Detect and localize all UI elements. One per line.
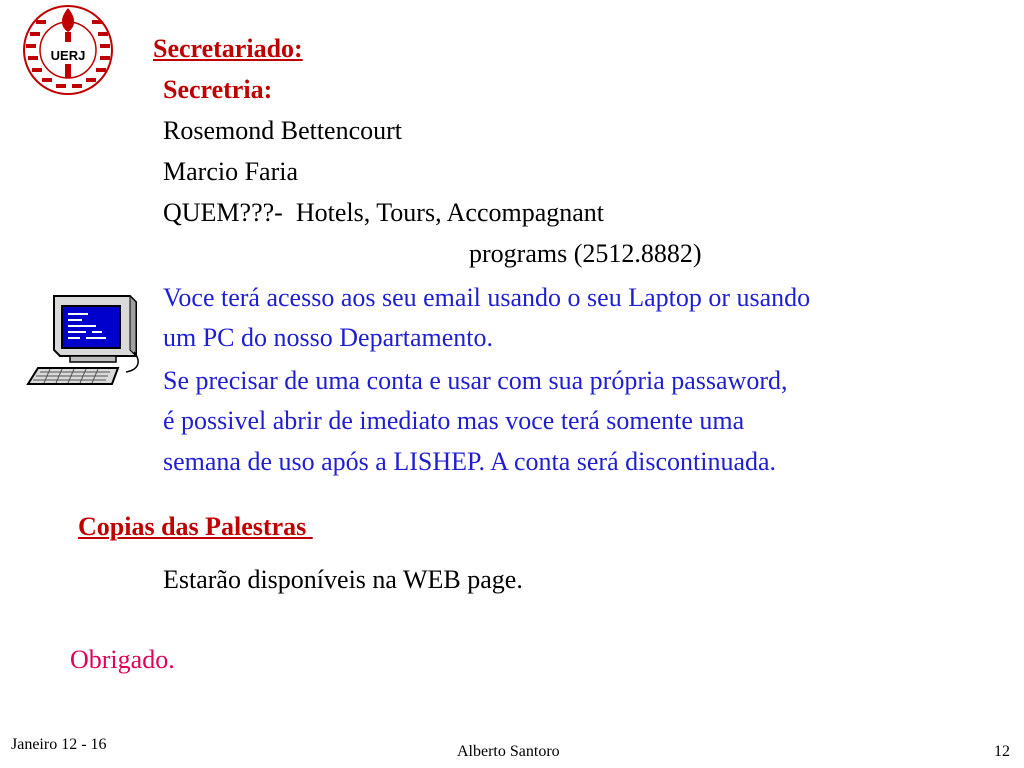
copias-text: Estarão disponíveis na WEB page.	[163, 565, 523, 594]
quem-line: QUEM???- Hotels, Tours, Accompagnant	[163, 198, 605, 227]
secretariado-heading: Secretariado:	[153, 34, 303, 63]
secretary-name-2: Marcio Faria	[163, 157, 299, 186]
secretaria-subheading: Secretria:	[163, 75, 273, 104]
email-info-line-2: um PC do nosso Departamento.	[163, 323, 494, 352]
email-info-line-3: Se precisar de uma conta e usar com sua própria passaword,	[163, 366, 788, 395]
page-number: 12	[994, 743, 1010, 760]
uerj-logo	[18, 2, 118, 98]
footer-date: Janeiro 12 - 16	[11, 736, 107, 753]
email-info-line-1: Voce terá acesso aos seu email usando o seu Laptop or usando	[163, 283, 811, 312]
footer-author: Alberto Santoro	[457, 743, 560, 760]
programs-line: programs (2512.8882)	[469, 239, 702, 268]
computer-icon	[26, 292, 142, 388]
email-info-line-5: semana de uso após a LISHEP. A conta será discontinuada.	[163, 447, 777, 476]
copias-heading: Copias das Palestras	[78, 512, 313, 541]
secretary-name-1: Rosemond Bettencourt	[163, 116, 403, 145]
closing-text: Obrigado.	[70, 645, 175, 674]
logo-text: UERJ	[50, 48, 86, 63]
email-info-line-4: é possivel abrir de imediato mas voce terá somente uma	[163, 406, 745, 435]
